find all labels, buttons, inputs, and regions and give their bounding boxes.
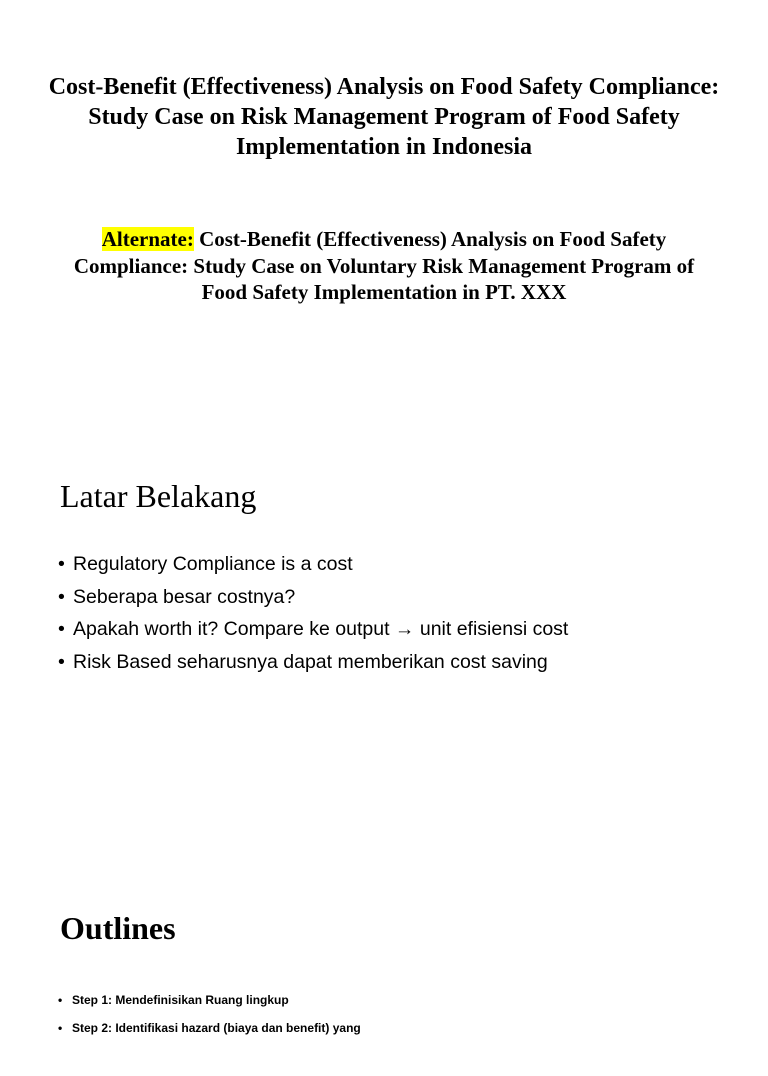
latar-belakang-heading: Latar Belakang (60, 478, 257, 514)
main-title: Cost-Benefit (Effectiveness) Analysis on Food Safety Compliance: Study Case on Risk Management Program of Food Safety Implementation in Indonesia (48, 74, 720, 160)
list-item: • Apakah worth it? Compare ke output → unit efisiensi cost (58, 613, 568, 646)
list-item: • Risk Based seharusnya dapat memberikan cost saving (58, 646, 568, 679)
list-item: • Regulatory Compliance is a cost (58, 548, 568, 581)
list-item: • Step 2: Identifikasi hazard (biaya dan benefit) yang (58, 1014, 361, 1042)
list-item: • Seberapa besar costnya? (58, 581, 568, 614)
alternate-title: Cost-Benefit (Effectiveness) Analysis on Food Safety Compliance: Study Case on Voluntary Risk Management Program of Food Safety Implementation in PT. XXX (73, 227, 695, 304)
latar-belakang-list (58, 548, 568, 678)
slide-title (0, 0, 768, 384)
alternate-label: Alternate: (101, 227, 194, 251)
outlines-heading: Outlines (60, 910, 176, 946)
slide-latar-belakang (0, 448, 768, 832)
alternate-title-block (50, 226, 718, 306)
slide-outlines (0, 896, 768, 1076)
list-item: • Step 1: Mendefinisikan Ruang lingkup (58, 986, 361, 1014)
outlines-list (58, 986, 361, 1042)
